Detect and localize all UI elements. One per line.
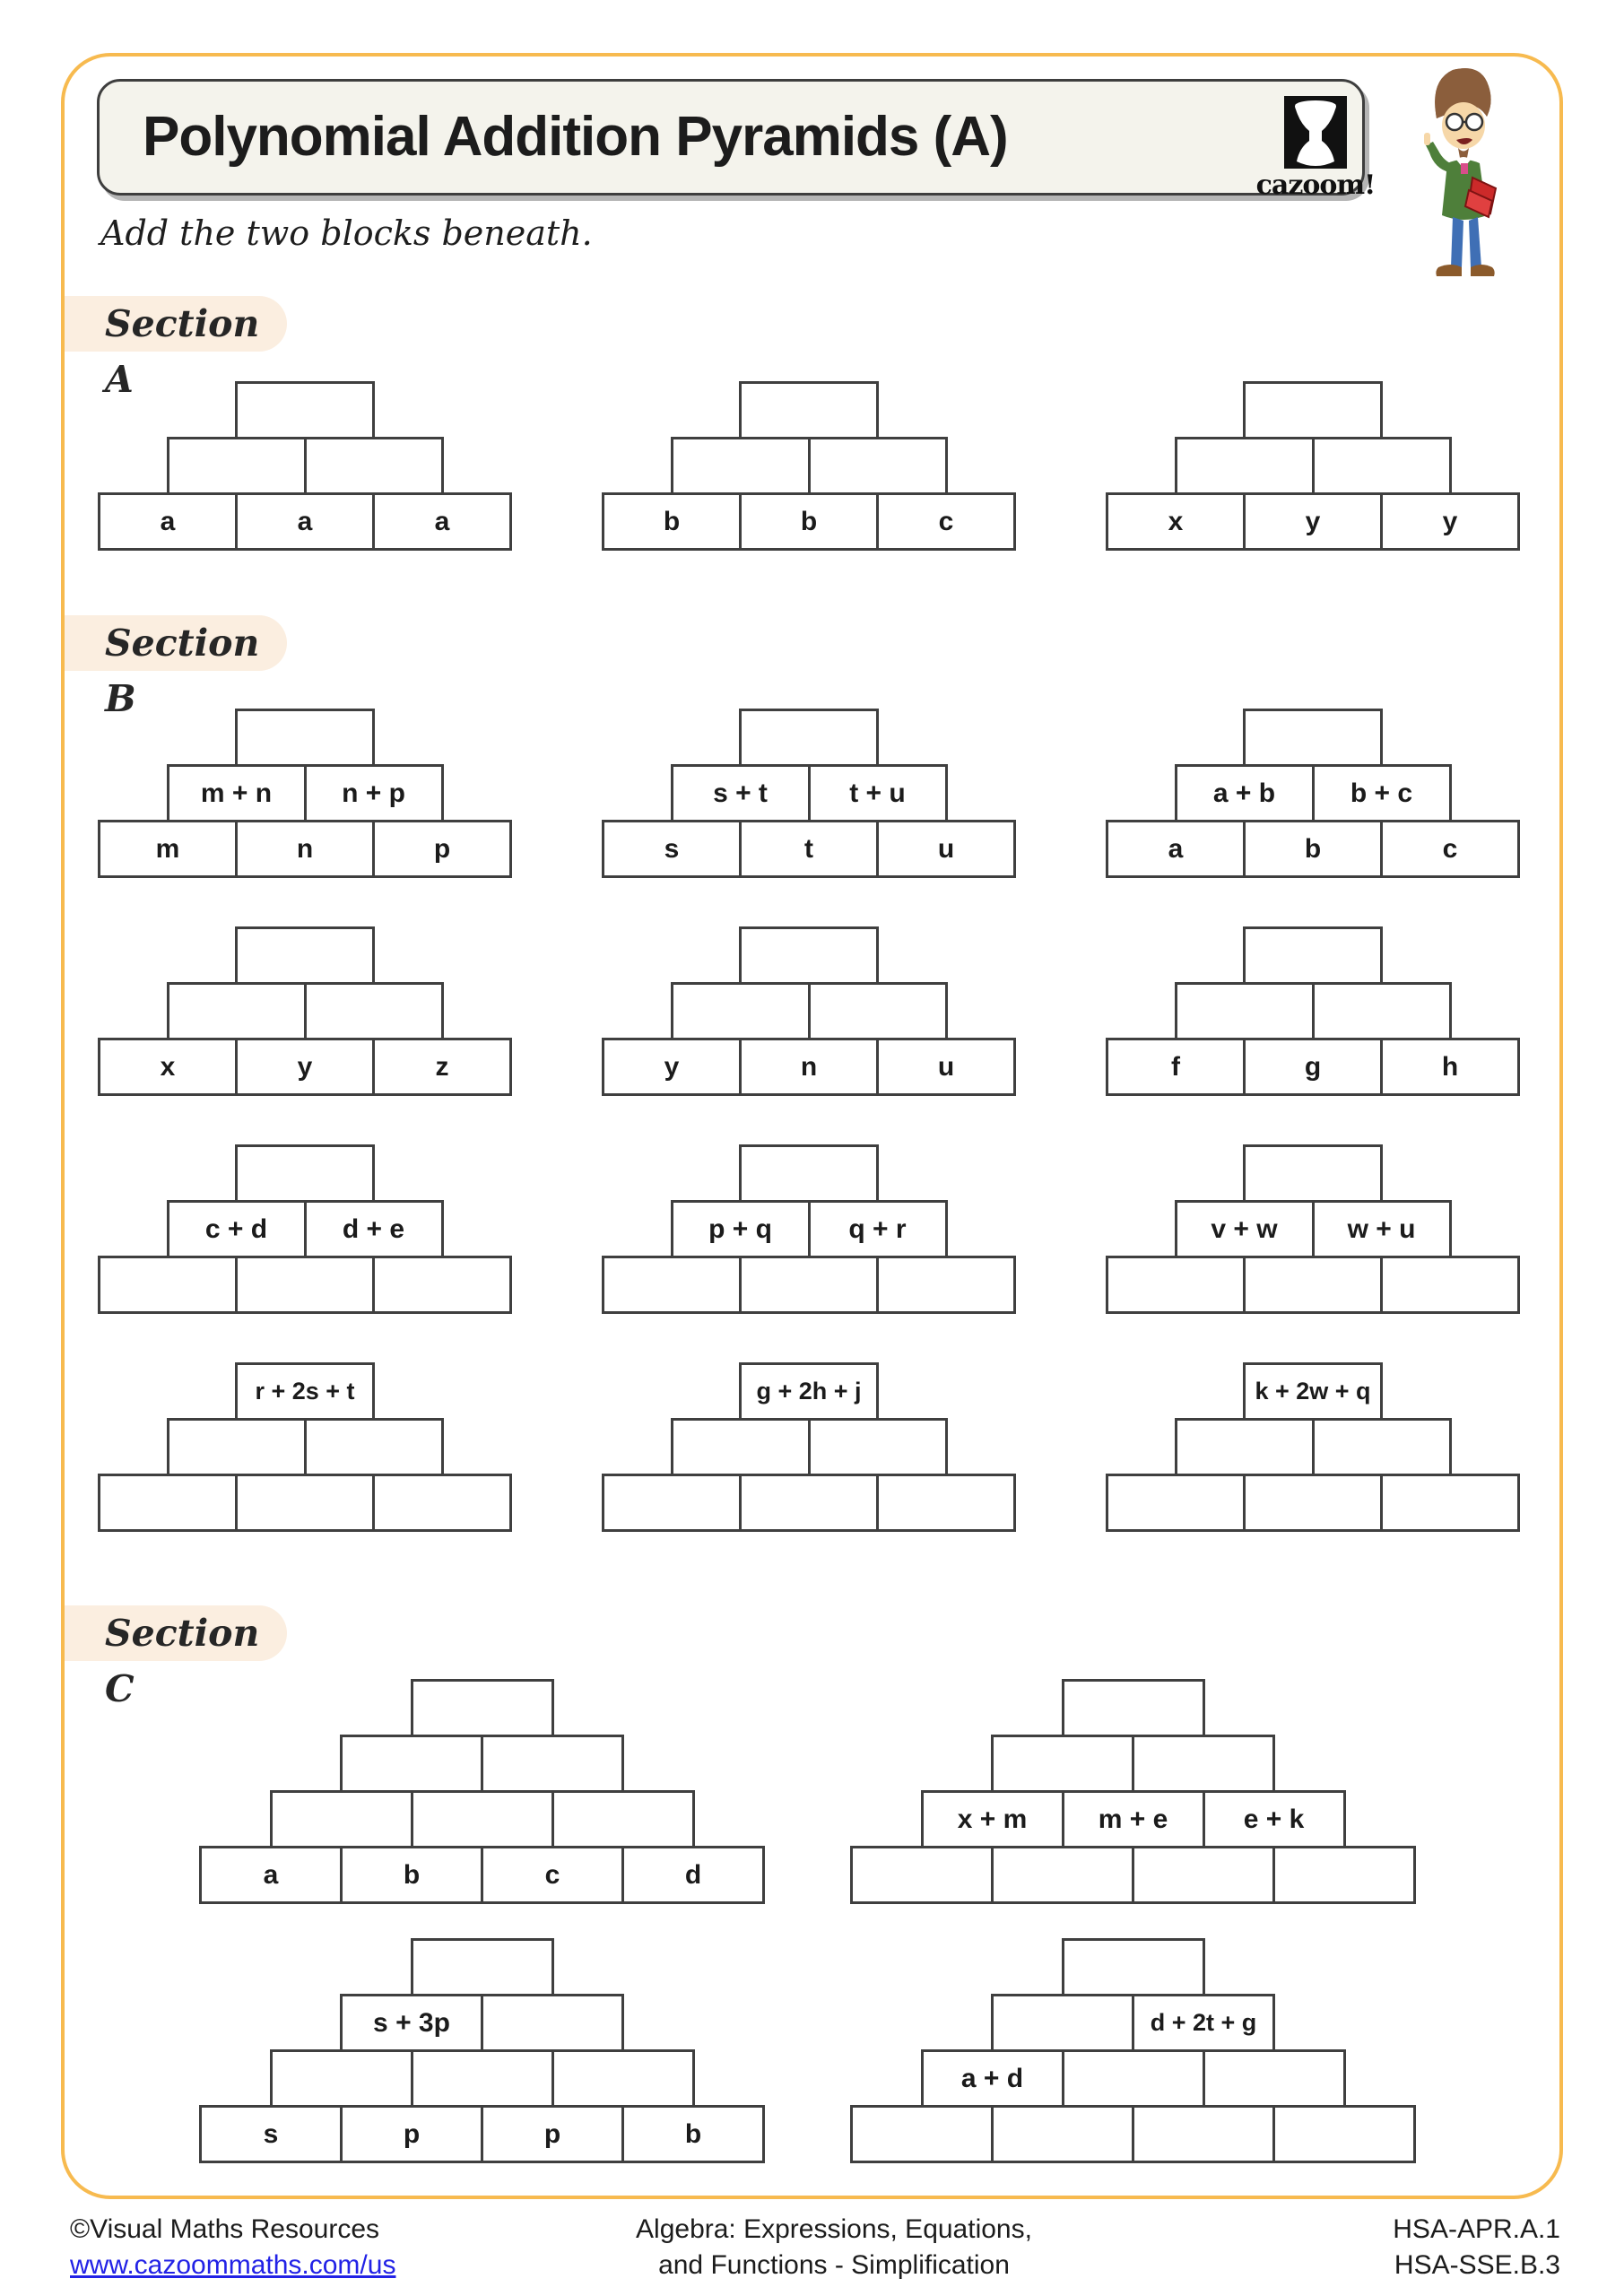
- pyramid-cell-filled: a + d: [921, 2049, 1064, 2108]
- pyramid-cell-empty: [1175, 1418, 1315, 1476]
- pyramid-cell-empty: [671, 437, 811, 495]
- pyramid-cell-filled: t + u: [808, 764, 948, 822]
- pyramid-row: [98, 820, 512, 878]
- pyramid-cell-empty: [1132, 2105, 1275, 2163]
- pyramid-row: [98, 492, 512, 551]
- pyramid-row: [1175, 764, 1452, 822]
- pyramid-row: [199, 1846, 765, 1904]
- pyramid-row: [850, 2105, 1416, 2163]
- pyramid: [199, 1679, 765, 1904]
- pyramid-row: [1175, 1200, 1452, 1258]
- pyramid-cell-filled: f: [1106, 1038, 1246, 1096]
- pyramid-cell-empty: [991, 2105, 1134, 2163]
- pyramid: [1106, 1144, 1520, 1314]
- page-title: Polynomial Addition Pyramids (A): [143, 106, 1008, 168]
- pyramid-cell-empty: [1062, 2049, 1205, 2108]
- pyramid-row: [1106, 1256, 1520, 1314]
- pyramid-cell-filled: s + 3p: [340, 1994, 483, 2052]
- pyramid-cell-filled: c: [876, 492, 1016, 551]
- pyramid-cell-empty: [98, 1256, 238, 1314]
- pyramid: [1106, 1362, 1520, 1532]
- footer-left: [70, 2212, 395, 2283]
- pyramid-row: [671, 437, 948, 495]
- pyramid-cell-filled: b: [602, 492, 742, 551]
- pyramid-cell-empty: [411, 1790, 554, 1848]
- pyramid-cell-empty: [340, 1735, 483, 1793]
- pyramid-cell-empty: [1380, 1256, 1520, 1314]
- standard-code-2: HSA-SSE.B.3: [1394, 2250, 1560, 2280]
- pyramid-cell-filled: d + e: [304, 1200, 444, 1258]
- pyramid-row: [1106, 492, 1520, 551]
- pyramid-cell-empty: [167, 437, 307, 495]
- footer-topic: [610, 2212, 1058, 2283]
- pyramid-cell-empty: [991, 1735, 1134, 1793]
- pyramid-cell-filled: p: [372, 820, 512, 878]
- pyramid-row: [739, 926, 879, 985]
- pyramid-cell-empty: [551, 1790, 695, 1848]
- pyramid-row: [602, 492, 1016, 551]
- pyramid-cell-empty: [270, 1790, 413, 1848]
- pyramid-cell-empty: [1106, 1474, 1246, 1532]
- pyramid-cell-empty: [739, 381, 879, 439]
- pyramid-row: [991, 1994, 1275, 2052]
- pyramid-cell-filled: z: [372, 1038, 512, 1096]
- pyramid-row: [1243, 1144, 1383, 1203]
- pyramid-cell-filled: p: [340, 2105, 483, 2163]
- pyramid-row: [1175, 437, 1452, 495]
- pyramid-cell-empty: [1272, 1846, 1416, 1904]
- pyramid-cell-filled: n + p: [304, 764, 444, 822]
- pyramid-cell-empty: [739, 1256, 879, 1314]
- pyramid-cell-empty: [1203, 2049, 1346, 2108]
- pyramid-cell-empty: [1243, 1144, 1383, 1203]
- pyramid-cell-empty: [876, 1256, 1016, 1314]
- pyramid-cell-empty: [808, 982, 948, 1040]
- pyramid-cell-filled: u: [876, 820, 1016, 878]
- pyramid-row: [411, 1679, 554, 1737]
- pyramid-cell-filled: n: [739, 1038, 879, 1096]
- topic-line-1: Algebra: Expressions, Equations,: [636, 2214, 1032, 2244]
- pyramid-row: [850, 1846, 1416, 1904]
- pyramid-cell-filled: k + 2w + q: [1243, 1362, 1383, 1421]
- pyramid-cell-empty: [739, 1474, 879, 1532]
- pyramid-row: [167, 764, 444, 822]
- title-bar: [97, 79, 1376, 201]
- pyramid-cell-filled: w + u: [1312, 1200, 1452, 1258]
- pyramid-cell-empty: [1243, 381, 1383, 439]
- instruction-text: Add the two blocks beneath.: [100, 213, 593, 253]
- pyramid: [602, 709, 1016, 878]
- pyramid-row: [1175, 1418, 1452, 1476]
- topic-line-2: and Functions - Simplification: [658, 2250, 1010, 2280]
- pyramid-row: [921, 2049, 1346, 2108]
- pyramid-cell-filled: a: [199, 1846, 343, 1904]
- pyramid-cell-filled: s: [199, 2105, 343, 2163]
- pyramid-row: [602, 820, 1016, 878]
- pyramid-cell-empty: [1106, 1256, 1246, 1314]
- pyramid: [1106, 926, 1520, 1096]
- pyramid-cell-filled: x + m: [921, 1790, 1064, 1848]
- pyramid-row: [602, 1038, 1016, 1096]
- pyramid-cell-filled: t: [739, 820, 879, 878]
- pyramid: [602, 1362, 1016, 1532]
- pyramid-row: [98, 1474, 512, 1532]
- pyramid-cell-empty: [1243, 709, 1383, 767]
- pyramid-row: [340, 1735, 624, 1793]
- pyramid-cell-empty: [1312, 437, 1452, 495]
- pyramid-row: [739, 709, 879, 767]
- pyramid-cell-empty: [235, 1474, 375, 1532]
- pyramid-row: [235, 709, 375, 767]
- pyramid-cell-empty: [481, 1735, 624, 1793]
- pyramid: [602, 381, 1016, 551]
- pyramid-row: [270, 1790, 695, 1848]
- pyramid-row: [1243, 1362, 1383, 1421]
- pyramid-cell-filled: p: [481, 2105, 624, 2163]
- pyramid: [602, 1144, 1016, 1314]
- pyramid-cell-empty: [671, 982, 811, 1040]
- pyramid-cell-filled: y: [602, 1038, 742, 1096]
- pyramid-row: [1175, 982, 1452, 1040]
- pyramid: [98, 1362, 512, 1532]
- pyramid-row: [671, 1200, 948, 1258]
- pyramid-cell-empty: [372, 1256, 512, 1314]
- pyramid-cell-empty: [850, 1846, 994, 1904]
- pyramid-cell-empty: [1132, 1735, 1275, 1793]
- pyramid-row: [167, 982, 444, 1040]
- pyramid-cell-filled: s + t: [671, 764, 811, 822]
- pyramid-cell-empty: [167, 1418, 307, 1476]
- pyramid-row: [411, 1938, 554, 1996]
- pyramid-cell-filled: q + r: [808, 1200, 948, 1258]
- pyramid-cell-empty: [1175, 982, 1315, 1040]
- pyramid-cell-filled: a + b: [1175, 764, 1315, 822]
- pyramid-cell-empty: [739, 1144, 879, 1203]
- pyramid-cell-empty: [1380, 1474, 1520, 1532]
- pyramid: [850, 1679, 1416, 1904]
- cazoom-logo: [1249, 96, 1382, 201]
- pyramid-cell-empty: [739, 709, 879, 767]
- pyramid-row: [1243, 709, 1383, 767]
- teacher-mascot-illustration: [1410, 63, 1517, 287]
- pyramid-row: [167, 1418, 444, 1476]
- pyramid: [1106, 709, 1520, 878]
- standard-code-1: HSA-APR.A.1: [1393, 2214, 1560, 2244]
- pyramid-row: [602, 1474, 1016, 1532]
- pyramid-cell-empty: [235, 709, 375, 767]
- pyramid-cell-empty: [411, 2049, 554, 2108]
- pyramid-cell-empty: [1312, 1418, 1452, 1476]
- pyramid: [98, 381, 512, 551]
- pyramid-cell-empty: [739, 926, 879, 985]
- pyramid-cell-filled: h: [1380, 1038, 1520, 1096]
- pyramid-cell-filled: m + e: [1062, 1790, 1205, 1848]
- pyramid-cell-filled: a: [1106, 820, 1246, 878]
- section-header-b: Section B: [65, 615, 287, 671]
- pyramid-cell-filled: p + q: [671, 1200, 811, 1258]
- pyramid-cell-empty: [991, 1994, 1134, 2052]
- pyramid-cell-empty: [235, 1144, 375, 1203]
- pyramid-cell-empty: [1312, 982, 1452, 1040]
- pyramid-cell-filled: s: [602, 820, 742, 878]
- pyramid-row: [739, 381, 879, 439]
- pyramid: [199, 1938, 765, 2163]
- pyramid-row: [1062, 1938, 1205, 1996]
- pyramid-cell-filled: y: [235, 1038, 375, 1096]
- pyramid-row: [1243, 381, 1383, 439]
- pyramid-row: [340, 1994, 624, 2052]
- pyramid: [850, 1938, 1416, 2163]
- pyramid-row: [270, 2049, 695, 2108]
- pyramid-cell-empty: [411, 1938, 554, 1996]
- copyright-text: ©Visual Maths Resources: [70, 2214, 380, 2244]
- pyramid-cell-empty: [1243, 926, 1383, 985]
- pyramid-cell-filled: b: [739, 492, 879, 551]
- pyramid-cell-empty: [876, 1474, 1016, 1532]
- pyramid-cell-empty: [1175, 437, 1315, 495]
- pyramid: [98, 1144, 512, 1314]
- pyramid-cell-filled: u: [876, 1038, 1016, 1096]
- pyramid-cell-empty: [850, 2105, 994, 2163]
- pyramid-cell-filled: g: [1243, 1038, 1383, 1096]
- pyramid-cell-empty: [372, 1474, 512, 1532]
- pyramid-cell-empty: [602, 1256, 742, 1314]
- pyramid-row: [1106, 1038, 1520, 1096]
- pyramid-cell-empty: [551, 2049, 695, 2108]
- pyramid-cell-empty: [270, 2049, 413, 2108]
- pyramid-row: [671, 982, 948, 1040]
- pyramid-row: [235, 1362, 375, 1421]
- pyramid-cell-filled: a: [98, 492, 238, 551]
- pyramid-cell-filled: a: [235, 492, 375, 551]
- pyramid-row: [98, 1038, 512, 1096]
- pyramid-row: [671, 764, 948, 822]
- pyramid-cell-filled: m + n: [167, 764, 307, 822]
- pyramid-cell-filled: b: [621, 2105, 765, 2163]
- pyramid-cell-filled: y: [1243, 492, 1383, 551]
- pyramid-cell-filled: n: [235, 820, 375, 878]
- pyramid-cell-filled: x: [98, 1038, 238, 1096]
- pyramid-cell-empty: [411, 1679, 554, 1737]
- pyramid-cell-empty: [167, 982, 307, 1040]
- pyramid-row: [1106, 820, 1520, 878]
- pyramid-row: [1243, 926, 1383, 985]
- pyramid-cell-empty: [808, 1418, 948, 1476]
- pyramid-cell-empty: [98, 1474, 238, 1532]
- pyramid-cell-empty: [1272, 2105, 1416, 2163]
- pyramid-row: [602, 1256, 1016, 1314]
- pyramid-row: [739, 1362, 879, 1421]
- pyramid-row: [98, 1256, 512, 1314]
- pyramid-cell-filled: r + 2s + t: [235, 1362, 375, 1421]
- pyramid-row: [921, 1790, 1346, 1848]
- pyramid-cell-empty: [235, 926, 375, 985]
- pyramid-cell-empty: [304, 1418, 444, 1476]
- pyramid-cell-empty: [1243, 1256, 1383, 1314]
- pyramid-cell-empty: [1132, 1846, 1275, 1904]
- pyramid-cell-filled: b: [1243, 820, 1383, 878]
- pyramid: [602, 926, 1016, 1096]
- pyramid-cell-empty: [481, 1994, 624, 2052]
- pyramid-cell-empty: [235, 1256, 375, 1314]
- pyramid-row: [235, 926, 375, 985]
- pyramid-cell-filled: v + w: [1175, 1200, 1315, 1258]
- pyramid-row: [167, 437, 444, 495]
- section-header-c: Section C: [65, 1605, 287, 1661]
- pyramid-row: [235, 381, 375, 439]
- pyramid-row: [235, 1144, 375, 1203]
- pyramid-cell-empty: [991, 1846, 1134, 1904]
- cazoom-logo-text: cazoom!: [1255, 170, 1376, 201]
- pyramid-cell-filled: c + d: [167, 1200, 307, 1258]
- pyramid-row: [199, 2105, 765, 2163]
- pyramid-row: [739, 1144, 879, 1203]
- pyramid-cell-empty: [671, 1418, 811, 1476]
- pyramid-row: [1062, 1679, 1205, 1737]
- section-header-a: Section A: [65, 296, 287, 352]
- pyramid-cell-filled: c: [1380, 820, 1520, 878]
- pyramid-cell-filled: m: [98, 820, 238, 878]
- pyramid: [1106, 381, 1520, 551]
- pyramid-cell-filled: d + 2t + g: [1132, 1994, 1275, 2052]
- pyramid-cell-filled: a: [372, 492, 512, 551]
- pyramid-cell-empty: [235, 381, 375, 439]
- pyramid-cell-empty: [304, 437, 444, 495]
- pyramid-cell-empty: [1062, 1679, 1205, 1737]
- website-link[interactable]: www.cazoommaths.com/us: [70, 2250, 396, 2280]
- pyramid-cell-filled: b + c: [1312, 764, 1452, 822]
- pyramid-cell-filled: y: [1380, 492, 1520, 551]
- pyramid: [98, 926, 512, 1096]
- pyramid-cell-empty: [602, 1474, 742, 1532]
- pyramid-cell-filled: e + k: [1203, 1790, 1346, 1848]
- pyramid-cell-filled: x: [1106, 492, 1246, 551]
- pyramid-cell-empty: [1062, 1938, 1205, 1996]
- pyramid-cell-filled: g + 2h + j: [739, 1362, 879, 1421]
- pyramid-cell-empty: [808, 437, 948, 495]
- pyramid-cell-filled: c: [481, 1846, 624, 1904]
- pyramid-cell-filled: b: [340, 1846, 483, 1904]
- pyramid-cell-filled: d: [621, 1846, 765, 1904]
- pyramid-row: [991, 1735, 1275, 1793]
- pyramid-row: [1106, 1474, 1520, 1532]
- pyramid-row: [671, 1418, 948, 1476]
- cazoom-drum-icon: [1284, 96, 1347, 169]
- pyramid-row: [167, 1200, 444, 1258]
- pyramid-cell-empty: [1243, 1474, 1383, 1532]
- pyramid: [98, 709, 512, 878]
- pyramid-cell-empty: [304, 982, 444, 1040]
- footer-standards: [1291, 2212, 1560, 2283]
